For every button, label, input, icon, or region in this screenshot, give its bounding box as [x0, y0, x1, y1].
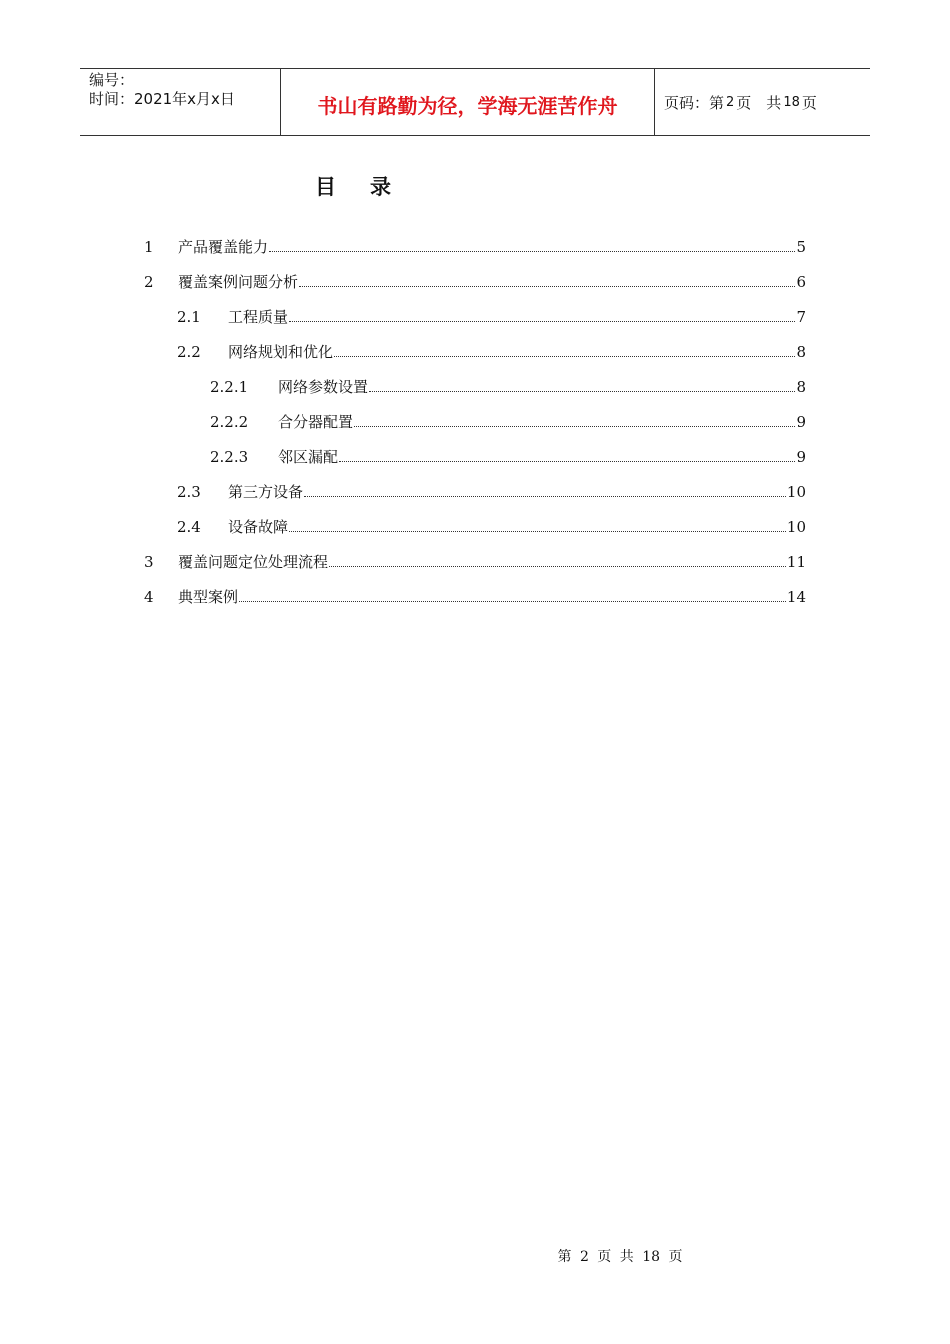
toc-entry-number: 2.2 [177, 343, 201, 361]
toc-entry-number: 2.1 [177, 308, 201, 326]
header-motto: 书山有路勤为径，学海无涯苦作舟 [281, 69, 655, 135]
header-meta [80, 69, 281, 135]
toc-entry-title: 工程质量 [228, 308, 289, 326]
toc-entry[interactable] [177, 481, 806, 503]
toc-entry[interactable] [144, 236, 806, 258]
toc-leader-dots [354, 426, 795, 427]
toc-entry-number: 2 [144, 273, 154, 291]
toc-entry-page: 7 [796, 308, 806, 326]
toc-entry[interactable] [144, 551, 806, 573]
toc-entry-title: 网络规划和优化 [228, 343, 334, 361]
date-label: 时间：2021年x月x日 [89, 90, 235, 108]
page-current: 2 [726, 95, 735, 110]
toc-entry-page: 11 [786, 553, 806, 571]
page-header [80, 68, 870, 136]
toc-entry-title: 覆盖案例问题分析 [178, 273, 299, 291]
toc-leader-dots [304, 496, 786, 497]
toc-entry-title: 产品覆盖能力 [178, 238, 269, 256]
toc-entry[interactable] [210, 446, 806, 468]
toc-entry-title: 典型案例 [178, 588, 239, 606]
toc-entry-title: 邻区漏配 [278, 448, 339, 466]
toc-entry-title: 覆盖问题定位处理流程 [178, 553, 329, 571]
toc-entry-title: 设备故障 [228, 518, 289, 536]
toc-entry[interactable] [210, 411, 806, 433]
toc-entry-page: 9 [796, 413, 806, 431]
toc-entry[interactable] [210, 376, 806, 398]
toc-entry-number: 2.2.2 [210, 413, 249, 431]
toc-entry[interactable] [177, 516, 806, 538]
toc-entry-number: 2.4 [177, 518, 201, 536]
page-footer: 第 2 页 共 18 页 [557, 1249, 683, 1265]
page-mid-label: 页 共 [736, 94, 782, 112]
header-page-info [655, 69, 870, 135]
toc-entry-number: 3 [144, 553, 154, 571]
toc-entry-number: 1 [144, 238, 154, 256]
toc-entry-title: 网络参数设置 [278, 378, 369, 396]
toc-entry[interactable] [144, 586, 806, 608]
toc-leader-dots [289, 531, 786, 532]
toc-title: 目录 [315, 175, 425, 199]
toc-leader-dots [369, 391, 795, 392]
number-label: 编号： [89, 71, 135, 89]
toc-entry[interactable] [177, 306, 806, 328]
toc-entry-number: 2.2.3 [210, 448, 249, 466]
toc-entry-number: 2.2.1 [210, 378, 249, 396]
toc-leader-dots [269, 251, 795, 252]
toc-entry[interactable] [177, 341, 806, 363]
toc-entry-page: 9 [796, 448, 806, 466]
toc-leader-dots [239, 601, 786, 602]
toc-entry-title: 第三方设备 [228, 483, 304, 501]
toc-leader-dots [339, 461, 795, 462]
toc-entry[interactable] [144, 271, 806, 293]
toc-entry-page: 8 [796, 378, 806, 396]
page-label: 页码：第 [664, 94, 725, 112]
toc-entry-page: 10 [786, 483, 806, 501]
toc-entry-page: 8 [796, 343, 806, 361]
toc-entry-title: 合分器配置 [278, 413, 354, 431]
toc-leader-dots [289, 321, 795, 322]
toc-entry-page: 6 [796, 273, 806, 291]
toc-entry-page: 5 [796, 238, 806, 256]
toc-leader-dots [329, 566, 786, 567]
page-end-label: 页 [801, 94, 817, 112]
toc-entry-page: 14 [786, 588, 806, 606]
toc-leader-dots [334, 356, 795, 357]
toc-entry-page: 10 [786, 518, 806, 536]
toc-leader-dots [299, 286, 795, 287]
toc-entry-number: 2.3 [177, 483, 201, 501]
page-total: 18 [783, 95, 800, 110]
toc-entry-number: 4 [144, 588, 154, 606]
